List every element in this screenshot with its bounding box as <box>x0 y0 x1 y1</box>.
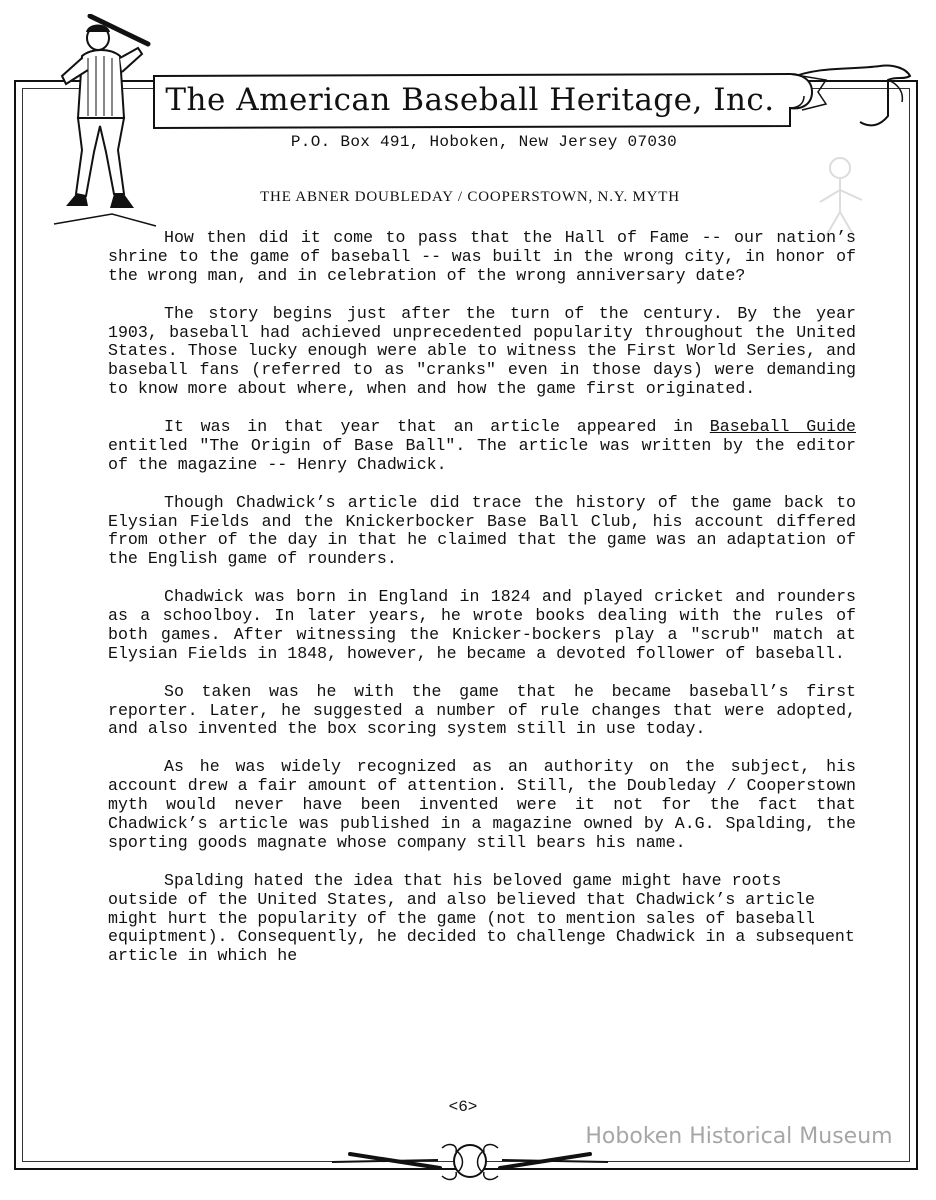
paragraph-text: entitled "The Origin of Base Ball". The article was written by the editor of the magazine -- Henry Chadwick. <box>108 435 856 474</box>
paragraph: Spalding hated the idea that his beloved game might have roots outside of the United States, and also believed that Chadwick’s article might hurt the popularity of the game (not to mention sales of baseball equiptment). Consequently, he decided to challenge Chadwick in a subsequent article in which he <box>108 870 855 966</box>
page-number: <6> <box>448 1098 478 1116</box>
paragraph: So taken was he with the game that he became baseball’s first reporter. Later, he suggested a number of rule changes that were adopted, and also invented the box scoring system still in use today. <box>108 681 856 739</box>
publication-title: Baseball Guide <box>709 417 856 437</box>
paragraph: Though Chadwick’s article did trace the history of the game back to Elysian Fields and the Knickerbocker Base Ball Club, his account differed from other of the day in that he claimed that the game was an adaptation of the English game of rounders. <box>108 492 856 569</box>
article-body <box>108 229 856 966</box>
paragraph: How then did it come to pass that the Hall of Fame -- our nation’s shrine to the game of baseball -- was built in the wrong city, in honor of the wrong man, and in celebration of the wrong anniversary date? <box>108 228 856 285</box>
paragraph: Chadwick was born in England in 1824 and played cricket and rounders as a schoolboy. In later years, he wrote books dealing with the rules of both games. After witnessing the Knicker-bockers play a "scrub" match at Elysian Fields in 1848, however, he became a devoted follower of baseball. <box>108 587 856 663</box>
letterhead-banner <box>150 70 830 132</box>
paragraph-baseball-guide <box>108 418 856 475</box>
crossed-bats-ornament <box>330 1138 610 1184</box>
paragraph-text: It was in that year that an article appeared in <box>164 417 710 437</box>
paragraph: As he was widely recognized as an authority on the subject, his account drew a fair amount of attention. Still, the Doubleday / Cooperstown myth would never have been invented were it not for the fact that Chadwick’s article was published in a magazine owned by A.G. Spalding, the sporting goods magnate whose company still bears his name. <box>108 757 856 852</box>
organization-name: The American Baseball Heritage, Inc. <box>165 82 775 118</box>
paragraph: The story begins just after the turn of the century. By the year 1903, baseball had achieved unprecedented popularity throughout the United States. Those lucky enough were able to witness the First World Series, and baseball fans (referred to as "cranks" even in those days) were demanding to know more about where, when and how the game first originated. <box>108 303 856 399</box>
ghost-figure-bleedthrough <box>790 150 890 240</box>
museum-watermark: Hoboken Historical Museum <box>585 1124 893 1149</box>
article-title: THE ABNER DOUBLEDAY / COOPERSTOWN, N.Y. MYTH <box>260 189 680 205</box>
letterhead-address: P.O. Box 491, Hoboken, New Jersey 07030 <box>290 133 678 151</box>
baseball-player-illustration <box>52 14 162 234</box>
